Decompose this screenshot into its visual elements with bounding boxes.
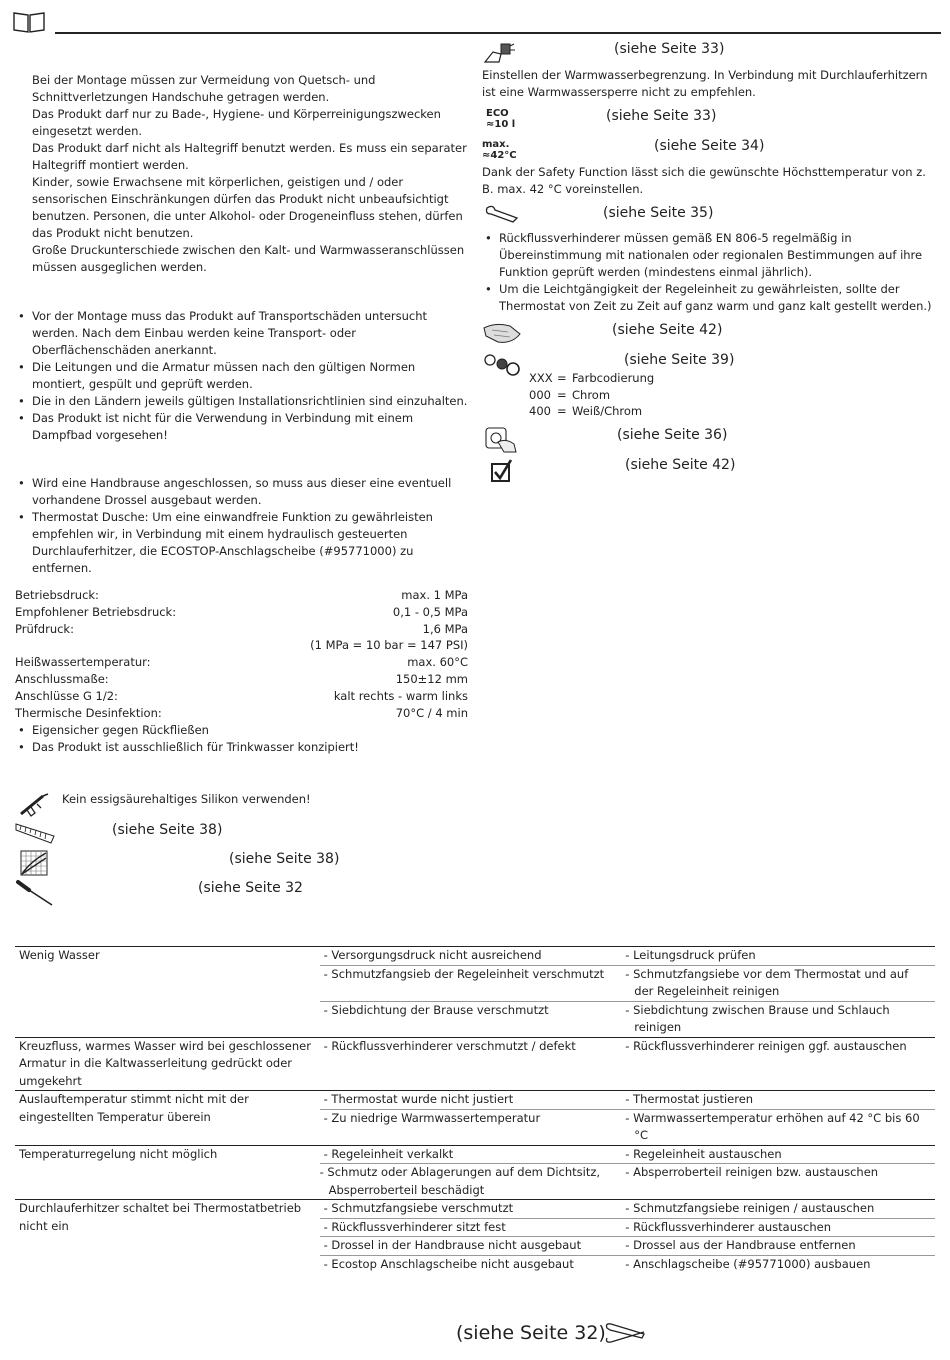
ref-flow-diagram: (siehe Seite 38) — [229, 851, 340, 867]
safety-paragraph: Das Produkt darf nur zu Bade-, Hygiene- und Körperreinigungszwecken eingesetzt werden. — [32, 107, 441, 138]
spec-bullets — [15, 722, 470, 756]
list-item: • Um die Leichtgängigkeit der Regeleinheit zu gewährleisten, sollte der Thermostat von Zeit zu Zeit auf ganz warm und ganz kalt gestellt werden.) — [482, 281, 932, 315]
spec-label: Anschlussmaße: — [15, 671, 109, 686]
color-eq: = — [557, 387, 567, 402]
book-icon — [12, 10, 46, 34]
remedy-cell: - Drossel aus der Handbrause entfernen — [625, 1237, 935, 1256]
cause-cell: - Schmutz oder Ablagerungen auf dem Dichtsitz, Absperroberteil beschädigt — [320, 1164, 626, 1200]
remedy-cell: - Schmutzfangsiebe vor dem Thermostat und auf der Regeleinheit reinigen — [625, 965, 935, 1001]
safety-paragraph: Das Produkt darf nicht als Haltegriff benutzt werden. Es muss ein separater Haltegriff montiert werden. — [32, 141, 467, 172]
table-row — [15, 1200, 935, 1219]
installation-list — [15, 308, 470, 444]
spec-value: 150±12 mm — [395, 671, 468, 686]
ref-test-certificate: (siehe Seite 42) — [625, 457, 736, 473]
spec-label: Thermische Desinfektion: — [15, 705, 162, 720]
troubleshooting-table — [15, 946, 935, 1273]
spec-value: kalt rechts - warm links — [333, 688, 468, 703]
screwdriver-icon — [15, 879, 55, 907]
spec-row — [15, 621, 468, 638]
problem-cell: Temperaturregelung nicht möglich — [15, 1145, 320, 1200]
table-row — [15, 1091, 935, 1110]
ref-operation: (siehe Seite 36) — [617, 427, 728, 443]
list-item: • Die in den Ländern jeweils gültigen Installationsrichtlinien sind einzuhalten. — [15, 393, 470, 410]
technical-data — [15, 587, 468, 721]
list-item: • Das Produkt ist ausschließlich für Trinkwasser konzipiert! — [15, 739, 470, 756]
spec-value: max. 1 MPa — [401, 588, 468, 602]
color-name: Weiß/Chrom — [572, 404, 643, 418]
ref-eco: (siehe Seite 33) — [606, 108, 717, 124]
problem-cell: Wenig Wasser — [15, 947, 320, 1038]
table-row — [15, 1037, 935, 1091]
problem-cell: Auslauftemperatur stimmt nicht mit der eingestellten Temperatur überein — [15, 1091, 320, 1146]
safety-function-text: Dank der Safety Function lässt sich die gewünschte Höchsttemperatur von z. B. max. 42 °C voreinstellen. — [482, 165, 926, 196]
color-code-row — [529, 370, 654, 387]
hand-press-icon — [482, 320, 522, 346]
spec-row — [15, 705, 468, 722]
max-temp-label-text: max. — [482, 139, 510, 150]
safety-section — [32, 72, 470, 276]
spec-value: 0,1 - 0,5 MPa — [392, 604, 468, 619]
wrenches-icon — [604, 1322, 648, 1344]
remedy-cell: - Anschlagscheibe (#95771000) ausbauen — [625, 1255, 935, 1273]
list-item: • Thermostat Dusche: Um eine einwandfreie Funktion zu gewährleisten empfehlen wir, in Verbindung mit einem hydraulisch gesteuerten Durchlauferhitzer, die ECOSTOP-Anschlagscheibe (#95771000) zu entfernen. — [15, 509, 470, 577]
spec-row — [15, 604, 468, 621]
spec-label: Betriebsdruck: — [15, 588, 99, 602]
safety-paragraph: Bei der Montage müssen zur Vermeidung von Quetsch- und Schnittverletzungen Handschuhe getragen werden. — [32, 73, 376, 104]
color-code: XXX — [529, 371, 553, 385]
header-rule — [55, 32, 941, 34]
cause-cell: - Rückflussverhinderer verschmutzt / defekt — [320, 1037, 626, 1091]
spec-label: Empfohlener Betriebsdruck: — [15, 604, 177, 619]
ref-cleaning: (siehe Seite 42) — [612, 322, 723, 338]
parts-icon — [482, 352, 522, 376]
cause-cell: - Regeleinheit verkalkt — [320, 1145, 626, 1164]
eco-label-text: ECO — [486, 108, 509, 119]
list-item: • Vor der Montage muss das Produkt auf Transportschäden untersucht werden. Nach dem Einbau werden keine Transport- oder Oberflächenschäden anerkannt. — [15, 308, 470, 359]
hand-operate-icon — [484, 426, 520, 454]
color-eq: = — [557, 371, 567, 385]
color-code: 400 — [529, 404, 551, 418]
table-row — [15, 947, 935, 966]
ref-dimensions: (siehe Seite 38) — [112, 822, 223, 838]
remedy-cell: - Rückflussverhinderer austauschen — [625, 1218, 935, 1237]
spec-row — [15, 587, 468, 604]
cause-cell: - Ecostop Anschlagscheibe nicht ausgebaut — [320, 1255, 626, 1273]
spec-row — [15, 688, 468, 705]
notes-list — [15, 475, 470, 577]
ref-safety-function: (siehe Seite 34) — [654, 138, 765, 154]
silicone-note: Kein essigsäurehaltiges Silikon verwenden! — [62, 792, 311, 806]
spec-value: (1 MPa = 10 bar = 147 PSI) — [310, 638, 468, 653]
spec-row — [15, 654, 468, 671]
temperature-limit-text: Einstellen der Warmwasserbegrenzung. In Verbindung mit Durchlauferhitzern ist eine Warmwassersperre nicht zu empfehlen. — [482, 68, 928, 99]
footer-ref: (siehe Seite 32) — [456, 1322, 606, 1344]
color-code: 000 — [529, 387, 551, 402]
cause-cell: - Versorgungsdruck nicht ausreichend — [320, 947, 626, 966]
color-eq: = — [557, 404, 567, 418]
safety-paragraph: Kinder, sowie Erwachsene mit körperlichen, geistigen und / oder sensorischen Einschränkungen dürfen das Produkt nicht unbeaufsichtigt benutzen. Personen, die unter Alkohol- oder Drogeneinfluss stehen, dürfen das Produkt nicht benutzen. — [32, 175, 463, 240]
remedy-cell: - Rückflussverhinderer reinigen ggf. austauschen — [625, 1037, 935, 1091]
color-name: Chrom — [572, 387, 611, 402]
cause-cell: - Rückflussverhinderer sitzt fest — [320, 1218, 626, 1237]
max-temp-label — [482, 139, 517, 161]
cause-cell: - Zu niedrige Warmwassertemperatur — [320, 1109, 626, 1145]
list-item: • Die Leitungen und die Armatur müssen nach den gültigen Normen montiert, gespült und geprüft werden. — [15, 359, 470, 393]
flow-diagram-icon — [20, 850, 48, 876]
remedy-cell: - Warmwassertemperatur erhöhen auf 42 °C bis 60 °C — [625, 1109, 935, 1145]
spec-label: Anschlüsse G 1/2: — [15, 688, 118, 703]
wrench-icon — [483, 204, 521, 226]
spec-row — [15, 637, 468, 654]
spec-value: 1,6 MPa — [422, 621, 468, 636]
maintenance-list — [482, 230, 932, 315]
ref-maintenance: (siehe Seite 35) — [603, 205, 714, 221]
eco-label — [486, 108, 515, 130]
cause-cell: - Siebdichtung der Brause verschmutzt — [320, 1001, 626, 1037]
problem-cell: Durchlauferhitzer schaltet bei Thermostatbetrieb nicht ein — [15, 1200, 320, 1274]
color-name: Farbcodierung — [572, 371, 655, 385]
remedy-cell: - Siebdichtung zwischen Brause und Schlauch reinigen — [625, 1001, 935, 1037]
eco-label-sub: ≈10 l — [486, 119, 516, 130]
table-row — [15, 1145, 935, 1164]
remedy-cell: - Thermostat justieren — [625, 1091, 935, 1110]
remedy-cell: - Leitungsdruck prüfen — [625, 947, 935, 966]
list-item: • Rückflussverhinderer müssen gemäß EN 806-5 regelmäßig in Übereinstimmung mit nationalen oder regionalen Bestimmungen auf ihre Funktion geprüft werden (mindestens einmal jährlich). — [482, 230, 932, 281]
cause-cell: - Schmutzfangsieb der Regeleinheit verschmutzt — [320, 965, 626, 1001]
ref-spare-parts: (siehe Seite 32 — [198, 880, 303, 896]
list-item: • Wird eine Handbrause angeschlossen, so muss aus dieser eine eventuell vorhandene Drossel ausgebaut werden. — [15, 475, 470, 509]
list-item: • Das Produkt ist nicht für die Verwendung in Verbindung mit einem Dampfbad vorgesehen! — [15, 410, 470, 444]
checkbox-icon — [490, 458, 514, 484]
spec-value: max. 60°C — [407, 655, 468, 670]
cause-cell: - Drossel in der Handbrause nicht ausgebaut — [320, 1237, 626, 1256]
silicone-gun-icon — [17, 792, 51, 818]
ref-temperature-limit: (siehe Seite 33) — [614, 41, 725, 57]
cause-cell: - Schmutzfangsiebe verschmutzt — [320, 1200, 626, 1219]
spec-value: 70°C / 4 min — [395, 705, 468, 720]
remedy-cell: - Schmutzfangsiebe reinigen / austauschen — [625, 1200, 935, 1219]
remedy-cell: - Regeleinheit austauschen — [625, 1145, 935, 1164]
problem-cell: Kreuzfluss, warmes Wasser wird bei geschlossener Armatur in die Kaltwasserleitung gedrückt oder umgekehrt — [15, 1037, 320, 1091]
color-code-row — [529, 403, 654, 420]
color-codes — [529, 370, 654, 420]
list-item: • Eigensicher gegen Rückfließen — [15, 722, 470, 739]
spec-label: Heißwassertemperatur: — [15, 655, 151, 670]
spec-label: Prüfdruck: — [15, 621, 74, 636]
safety-paragraph: Große Druckunterschiede zwischen den Kalt- und Warmwasseranschlüssen müssen ausgeglichen werden. — [32, 243, 465, 274]
ruler-icon — [15, 822, 55, 844]
cause-cell: - Thermostat wurde nicht justiert — [320, 1091, 626, 1110]
hand-adjust-icon — [483, 40, 517, 66]
ref-parts: (siehe Seite 39) — [624, 352, 735, 368]
remedy-cell: - Absperroberteil reinigen bzw. austauschen — [625, 1164, 935, 1200]
spec-row — [15, 671, 468, 688]
max-temp-label-sub: ≈42°C — [482, 150, 517, 161]
color-code-row — [529, 387, 654, 404]
